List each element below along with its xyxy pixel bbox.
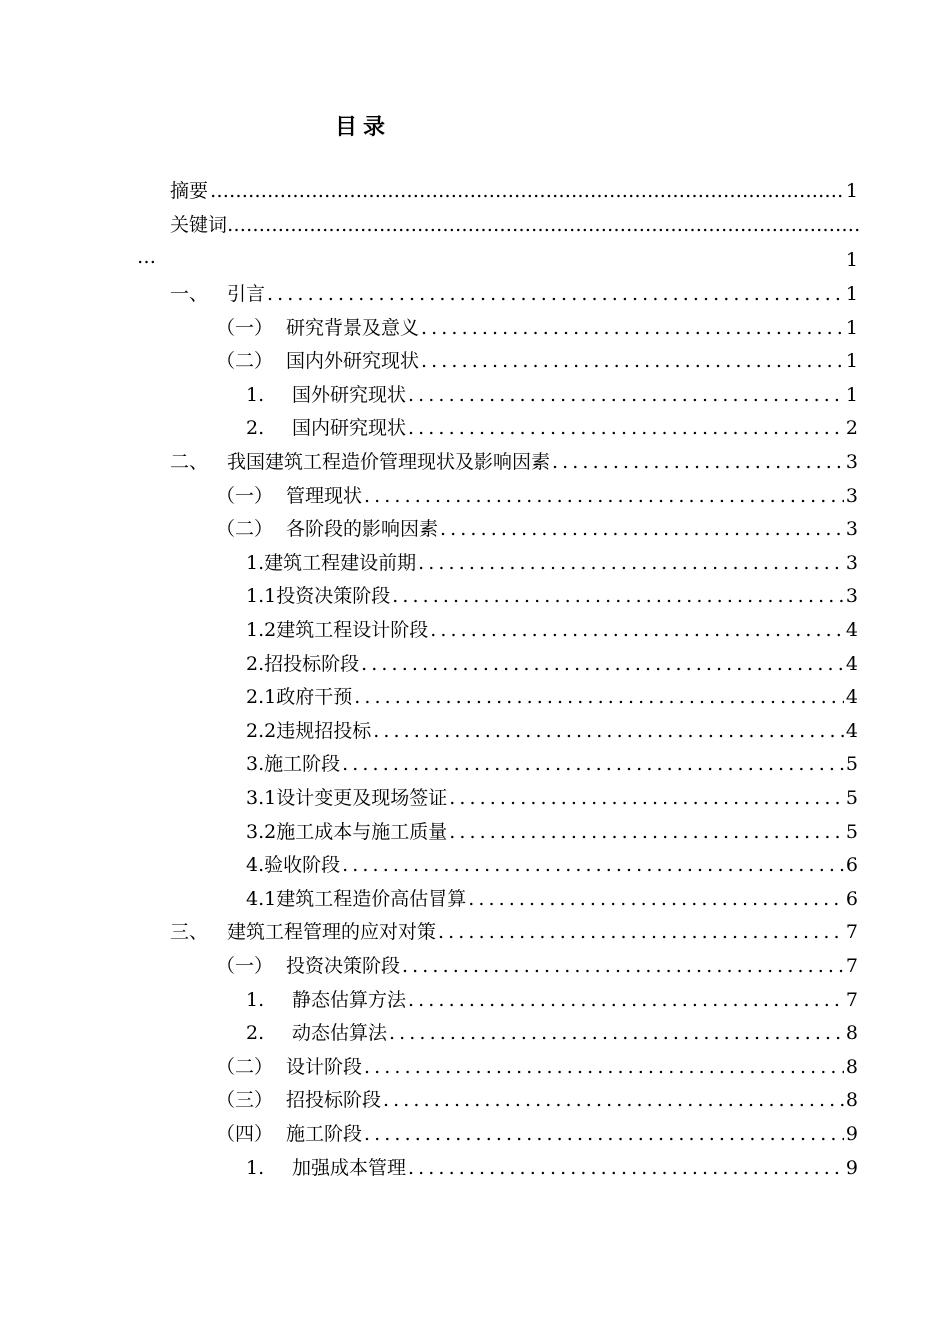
toc-entry-text: 管理现状 [286, 484, 363, 507]
toc-entry-number: 1. [246, 383, 265, 406]
toc-entry-number: 2. [246, 417, 265, 440]
toc-leader-dots [383, 1087, 844, 1113]
toc-entry-page: 1 [845, 249, 858, 271]
toc-entry-text: 各阶段的影响因素 [286, 518, 439, 541]
toc-leader-dots [552, 449, 844, 475]
toc-entry-text: 3.2施工成本与施工质量 [246, 820, 448, 843]
toc-leader-dots [227, 214, 860, 236]
toc-entry-text: 1.1投资决策阶段 [246, 585, 391, 608]
toc-leader-dots [342, 852, 844, 878]
toc-entry[interactable] [246, 785, 858, 811]
toc-entry-text: 引言 [227, 283, 266, 305]
toc-entry[interactable] [170, 281, 858, 307]
toc-entry[interactable] [216, 516, 858, 542]
toc-entry[interactable] [246, 886, 858, 912]
toc-entry[interactable] [246, 583, 858, 609]
toc-leader-dots [364, 483, 844, 509]
toc-entry-text: 关键词 [170, 214, 228, 236]
toc-entry-text: 2.招投标阶段 [246, 652, 360, 675]
toc-entry[interactable] [246, 751, 858, 777]
toc-entry-number: 1. [246, 988, 265, 1011]
toc-entry[interactable] [246, 684, 858, 710]
toc-entry-text: 国外研究现状 [292, 383, 407, 406]
toc-entry[interactable] [216, 953, 858, 979]
toc-entry-text: 动态估算法 [292, 1022, 388, 1045]
toc-entry-number: （一） [216, 316, 274, 339]
toc-entry[interactable] [246, 819, 858, 845]
toc-entry-text: 国内研究现状 [292, 417, 407, 440]
toc-entry-page: 1 [845, 283, 858, 305]
toc-entry-page: 2 [845, 417, 858, 440]
toc-entry-number: （四） [216, 1123, 274, 1145]
toc-entry-page: 8 [845, 1089, 858, 1112]
toc-entry-text: 3.施工阶段 [246, 753, 341, 776]
toc-entry[interactable] [216, 1087, 858, 1113]
toc-entry-number: 一、 [170, 283, 209, 305]
toc-entry-text: 投资决策阶段 [286, 955, 401, 977]
toc-entry-page: 7 [845, 955, 858, 977]
toc-entry[interactable] [246, 987, 858, 1013]
toc-entry[interactable] [246, 415, 858, 441]
toc-entry-page: 1 [845, 383, 858, 406]
toc-leader-dots [361, 651, 844, 677]
toc-entry-page: 3 [845, 484, 858, 507]
toc-leader-dots [342, 751, 844, 777]
toc-entry[interactable] [216, 315, 858, 341]
toc-entry-number: 二、 [170, 451, 209, 473]
toc-entry[interactable] [246, 651, 858, 677]
toc-entry-text: 2.2违规招投标 [246, 719, 372, 742]
toc-entry-page: 3 [845, 585, 858, 608]
toc-entry-number: 1. [246, 1156, 265, 1179]
toc-entry[interactable] [216, 1054, 858, 1080]
toc-entry-page: 3 [845, 451, 858, 473]
toc-leader-dots [354, 684, 844, 710]
toc-entry-page: 5 [845, 753, 858, 776]
toc-entry-text: 加强成本管理 [292, 1156, 407, 1179]
toc-entry[interactable] [170, 449, 858, 475]
toc-entry[interactable] [246, 1155, 858, 1181]
toc-entry[interactable] [246, 617, 858, 643]
toc-entry-number: 三、 [170, 921, 209, 944]
toc-entry[interactable] [170, 919, 858, 945]
toc-entry[interactable] [246, 382, 858, 408]
toc-leader-dots [421, 348, 844, 374]
toc-leader-dots [418, 550, 844, 576]
toc-entry[interactable] [216, 483, 858, 509]
toc-entry-page: 8 [845, 1055, 858, 1078]
toc-leader-dots [392, 583, 844, 609]
toc-entry-page: 9 [845, 1156, 858, 1179]
toc-entry[interactable] [246, 550, 858, 576]
toc-leader-dots [440, 516, 844, 542]
toc-leader-dots [389, 1020, 844, 1046]
toc-entry-number: （一） [216, 484, 274, 507]
toc-entry[interactable] [216, 348, 858, 374]
toc-entry-number: 2. [246, 1022, 265, 1045]
toc-entry-text: 建筑工程管理的应对对策 [227, 921, 437, 944]
toc-entry-page: 7 [845, 921, 858, 944]
toc-entry-number: （一） [216, 955, 274, 977]
toc-leader-dots [449, 819, 844, 845]
toc-entry-number: （三） [216, 1089, 274, 1112]
toc-entry[interactable] [246, 1020, 858, 1046]
toc-leader-dots [210, 178, 844, 204]
toc-leader-dots [468, 886, 844, 912]
toc-entry-page: 1 [845, 350, 858, 373]
toc-leader-dots [402, 953, 844, 979]
toc-entry-page: 4 [845, 686, 858, 709]
toc-leader-dots [408, 987, 844, 1013]
toc-leader-dots [408, 415, 844, 441]
toc-entry-page: 3 [845, 551, 858, 574]
toc-entry-text: 招投标阶段 [286, 1089, 382, 1112]
toc-entry-text: 4.1建筑工程造价高估冒算 [246, 887, 467, 910]
toc-entry-keywords[interactable] [170, 212, 860, 238]
toc-entry-number: （二） [216, 350, 274, 373]
toc-entry-page: 3 [845, 518, 858, 541]
toc-entry-page: 7 [845, 988, 858, 1011]
toc-entry-page: 6 [845, 854, 858, 877]
toc-entry-page: 1 [845, 316, 858, 339]
toc-entry-text: 4.验收阶段 [246, 854, 341, 877]
toc-entry-text: 2.1政府干预 [246, 686, 353, 709]
toc-leader-wrap: … [137, 246, 156, 268]
toc-entry-text: 摘要 [170, 180, 209, 202]
toc-entry[interactable] [216, 1121, 858, 1147]
toc-leader-dots [373, 718, 844, 744]
toc-entry-abstract[interactable] [170, 178, 858, 204]
toc-entry-text: 施工阶段 [286, 1123, 363, 1145]
toc-entry-page: 5 [845, 787, 858, 809]
toc-leader-dots [364, 1054, 844, 1080]
toc-leader-dots [430, 617, 844, 643]
toc-entry-text: 1.建筑工程建设前期 [246, 551, 417, 574]
toc-entry[interactable] [246, 718, 858, 744]
toc-leader-dots [267, 281, 844, 307]
toc-entry-page: 4 [845, 652, 858, 675]
toc-leader-dots [408, 382, 844, 408]
toc-leader-dots [364, 1121, 844, 1147]
toc-entry-page: 6 [845, 887, 858, 910]
toc-entry-page: 4 [845, 619, 858, 641]
toc-entry-page: 4 [845, 719, 858, 742]
toc-leader-dots [421, 315, 844, 341]
toc-entry-text: 3.1设计变更及现场签证 [246, 787, 448, 809]
toc-entry-page: 8 [845, 1022, 858, 1045]
toc-entry-text: 设计阶段 [286, 1055, 363, 1078]
toc-entry-text: 我国建筑工程造价管理现状及影响因素 [227, 451, 551, 473]
toc-leader-dots [438, 919, 844, 945]
toc-entry-text: 研究背景及意义 [286, 316, 420, 339]
toc-entry-text: 静态估算方法 [292, 988, 407, 1011]
toc-entry-page: 1 [845, 180, 858, 202]
toc-entry-page: 5 [845, 820, 858, 843]
toc-entry[interactable] [246, 852, 858, 878]
toc-entry-number: （二） [216, 1055, 274, 1078]
toc-entry-page: 9 [845, 1123, 858, 1145]
toc-leader-dots [408, 1155, 844, 1181]
toc-entry-text: 国内外研究现状 [286, 350, 420, 373]
toc-entry-number: （二） [216, 518, 274, 541]
toc-title: 目录 [334, 115, 391, 140]
toc-entry-text: 1.2建筑工程设计阶段 [246, 619, 429, 641]
toc-leader-dots [449, 785, 844, 811]
